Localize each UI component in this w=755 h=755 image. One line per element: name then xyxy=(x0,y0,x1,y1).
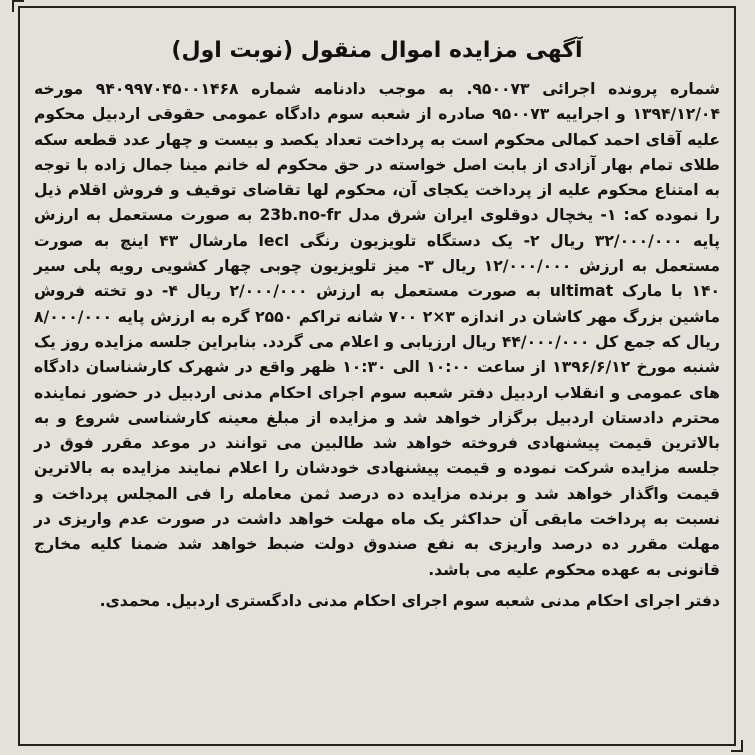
notice-title: آگهی مزایده اموال منقول (نوبت اول) xyxy=(171,38,583,63)
frame-corner-bottom-right xyxy=(731,740,743,752)
notice-signature: دفتر اجرای احکام مدنی شعبه سوم اجرای احکام مدنی دادگستری اردبیل. محمدی. xyxy=(99,591,720,610)
notice-body: شماره پرونده اجرائی ۹۵۰۰۷۳. به موجب دادنامه شماره ۹۴۰۹۹۷۰۴۵۰۰۱۴۶۸ مورخه ۱۳۹۴/۱۲/۰۴ و اجراییه ۹۵۰۰۷۳ صادره از شعبه سوم دادگاه عمومی حقوقی اردبیل محکوم علیه آقای احمد کمالی محکوم است به پرداخت تعداد یکصد و بیست و چهار عدد قطعه سکه طلای تمام بهار آزادی از بابت اصل خواسته در حق محکوم له خانم مینا جمال زاده با توجه به امتناع محکوم علیه از پرداخت یکجای آن، محکوم لها تقاضای توقیف و فروش اقلام ذیل را نموده که: ۱- یخچال دوقلوی ایران شرق مدل 23b.no-fr به صورت مستعمل به ارزش پایه ۳۲/۰۰۰/۰۰۰ ریال ۲- یک دستگاه تلویزیون رنگی lecl مارشال ۴۳ اینچ به صورت مستعمل به ارزش ۱۲/۰۰۰/۰۰۰ ریال ۳- میز تلویزیون چوبی چهار کشویی رویه پلی سیر ۱۴۰ با مارک ultimat به صورت مستعمل به ارزش ۲/۰۰۰/۰۰۰ ریال ۴- دو تخته فروش ماشین بزرگ مهر کاشان در اندازه ۳×۲ ۷۰۰ شانه تراکم ۲۵۵۰ گره به ارزش پایه ۸/۰۰۰/۰۰۰ ریال که جمع کل ۴۴/۰۰۰/۰۰۰ ریال ارزیابی و اعلام می گردد. بنابراین جلسه مزایده روز یک شنبه مورخ ۱۳۹۶/۶/۱۲ از ساعت ۱۰:۰۰ الی ۱۰:۳۰ ظهر واقع در شهرک کارشناسان دادگاه های عمومی و انقلاب اردبیل دفتر شعبه سوم اجرای احکام مدنی اردبیل در حضور نماینده محترم دادستان اردبیل برگزار خواهد شد و مزایده از مبلغ معینه کارشناسی شروع و به بالاترین قیمت پیشنهادی فروخته خواهد شد طالبین می توانند در موعد مقرر فوق در جلسه مزایده شرکت نموده و قیمت پیشنهادی خودشان را اعلام نمایند مزایده به بالاترین قیمت واگذار خواهد شد و برنده مزایده ده درصد ثمن معامله را فی المجلس پرداخت و نسبت به پرداخت مابقی آن حداکثر یک ماه مهلت خواهد داشت در صورت عدم واریزی در مهلت مقرر ده درصد واریزی به نفع صندوق دولت ضبط خواهد شد ضمنا کلیه مخارج قانونی به عهده محکوم علیه می باشد. xyxy=(34,80,721,579)
notice-frame xyxy=(18,6,736,746)
